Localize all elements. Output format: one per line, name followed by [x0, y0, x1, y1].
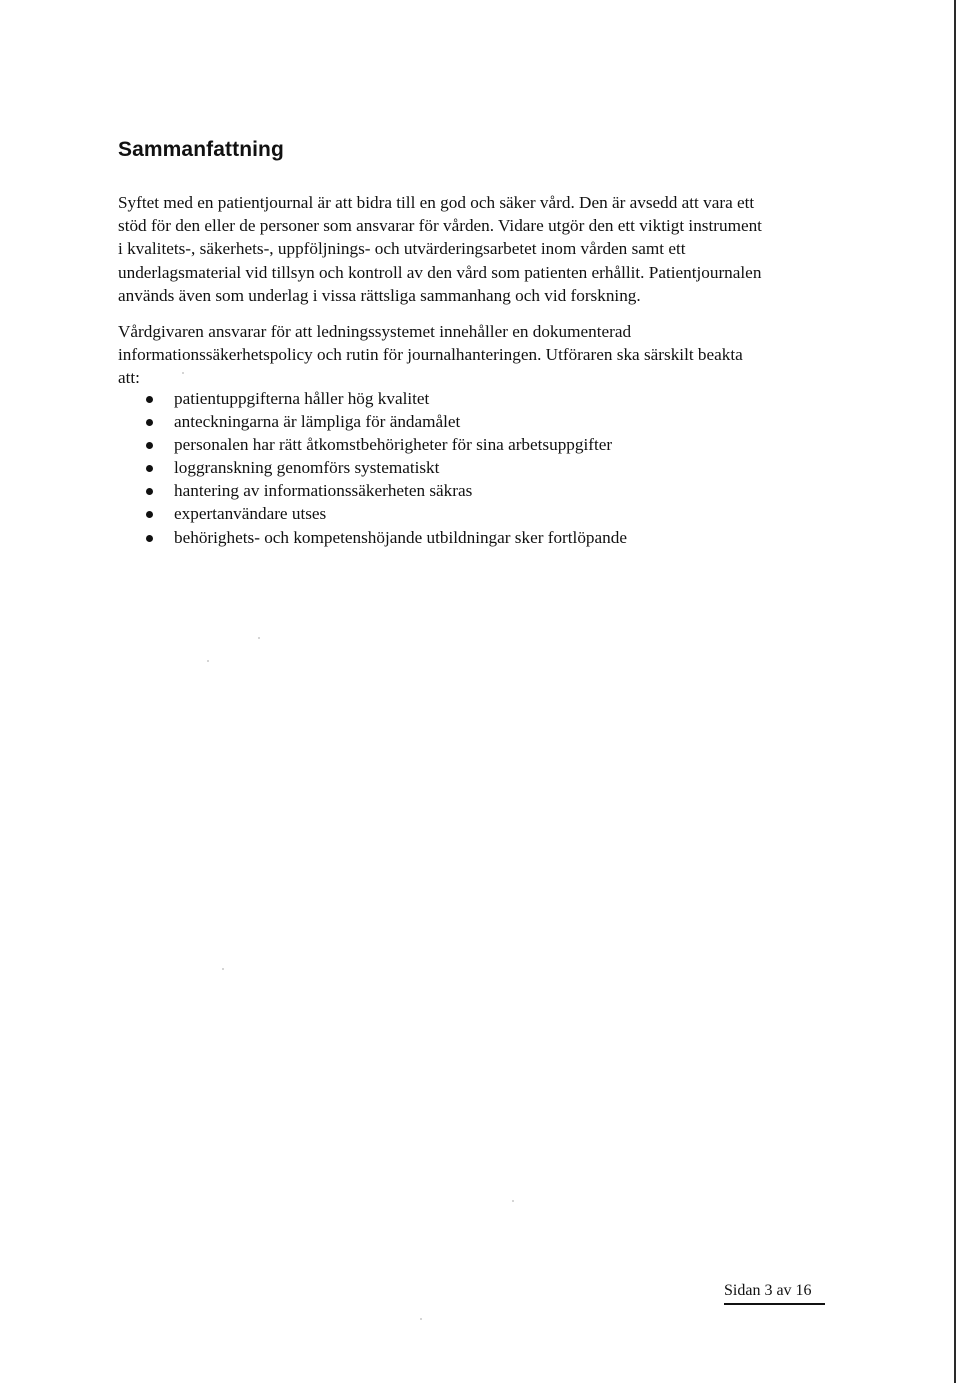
- list-item: [118, 433, 627, 456]
- paragraph-line: informationssäkerhetspolicy och rutin för journalhanteringen. Utföraren ska särskilt beakta: [118, 345, 743, 365]
- paragraph-line: att:: [118, 368, 140, 388]
- requirements-list: [118, 387, 627, 549]
- paragraph-line: används även som underlag i vissa rättsliga sammanhang och vid forskning.: [118, 285, 641, 305]
- bullet-icon: [146, 442, 153, 449]
- list-item: [118, 502, 627, 525]
- scan-speck: [182, 372, 184, 374]
- scan-speck: [258, 637, 260, 639]
- scan-speck: [420, 1318, 422, 1320]
- list-item-text: expertanvändare utses: [174, 504, 327, 524]
- paragraph-line: stöd för den eller de personer som ansvarar för vården. Vidare utgör den ett viktigt instrument: [118, 216, 762, 236]
- list-item-text: personalen har rätt åtkomstbehörigheter för sina arbetsuppgifter: [174, 435, 613, 455]
- paragraph-line: underlagsmaterial vid tillsyn och kontroll av den vård som patienten erhållit. Patientjournalen: [118, 262, 762, 282]
- bullet-icon: [146, 419, 153, 426]
- scan-speck: [512, 1200, 514, 1202]
- list-item-text: behörighets- och kompetenshöjande utbildningar sker fortlöpande: [174, 527, 627, 547]
- paragraph-responsibility: [118, 320, 834, 390]
- bullet-icon: [146, 511, 153, 518]
- list-item: [118, 479, 627, 502]
- scan-speck: [222, 968, 224, 970]
- bullet-icon: [146, 465, 153, 472]
- bullet-icon: [146, 396, 153, 403]
- page-number: Sidan 3 av 16: [724, 1282, 812, 1299]
- list-item-text: loggranskning genomförs systematiskt: [174, 458, 440, 478]
- section-heading: Sammanfattning: [118, 138, 284, 161]
- list-item-text: patientuppgifterna håller hög kvalitet: [174, 389, 430, 408]
- paragraph-line: Syftet med en patientjournal är att bidra till en god och säker vård. Den är avsedd att vara ett: [118, 193, 755, 212]
- bullet-icon: [146, 488, 153, 495]
- footer-underline: [724, 1303, 825, 1305]
- list-item: [118, 410, 627, 433]
- paragraph-line: Vårdgivaren ansvarar för att ledningssystemet innehåller en dokumenterad: [118, 322, 632, 341]
- paragraph-purpose: [118, 191, 834, 307]
- list-item: [118, 387, 627, 410]
- list-item-text: anteckningarna är lämpliga för ändamålet: [174, 412, 461, 432]
- scan-edge-line: [954, 0, 956, 1383]
- list-item-text: hantering av informationssäkerheten säkras: [174, 481, 473, 501]
- list-item: [118, 456, 627, 479]
- list-item: [118, 526, 627, 549]
- paragraph-line: i kvalitets-, säkerhets-, uppföljnings- och utvärderingsarbetet inom vården samt ett: [118, 239, 686, 259]
- scan-speck: [207, 660, 209, 662]
- bullet-icon: [146, 535, 153, 542]
